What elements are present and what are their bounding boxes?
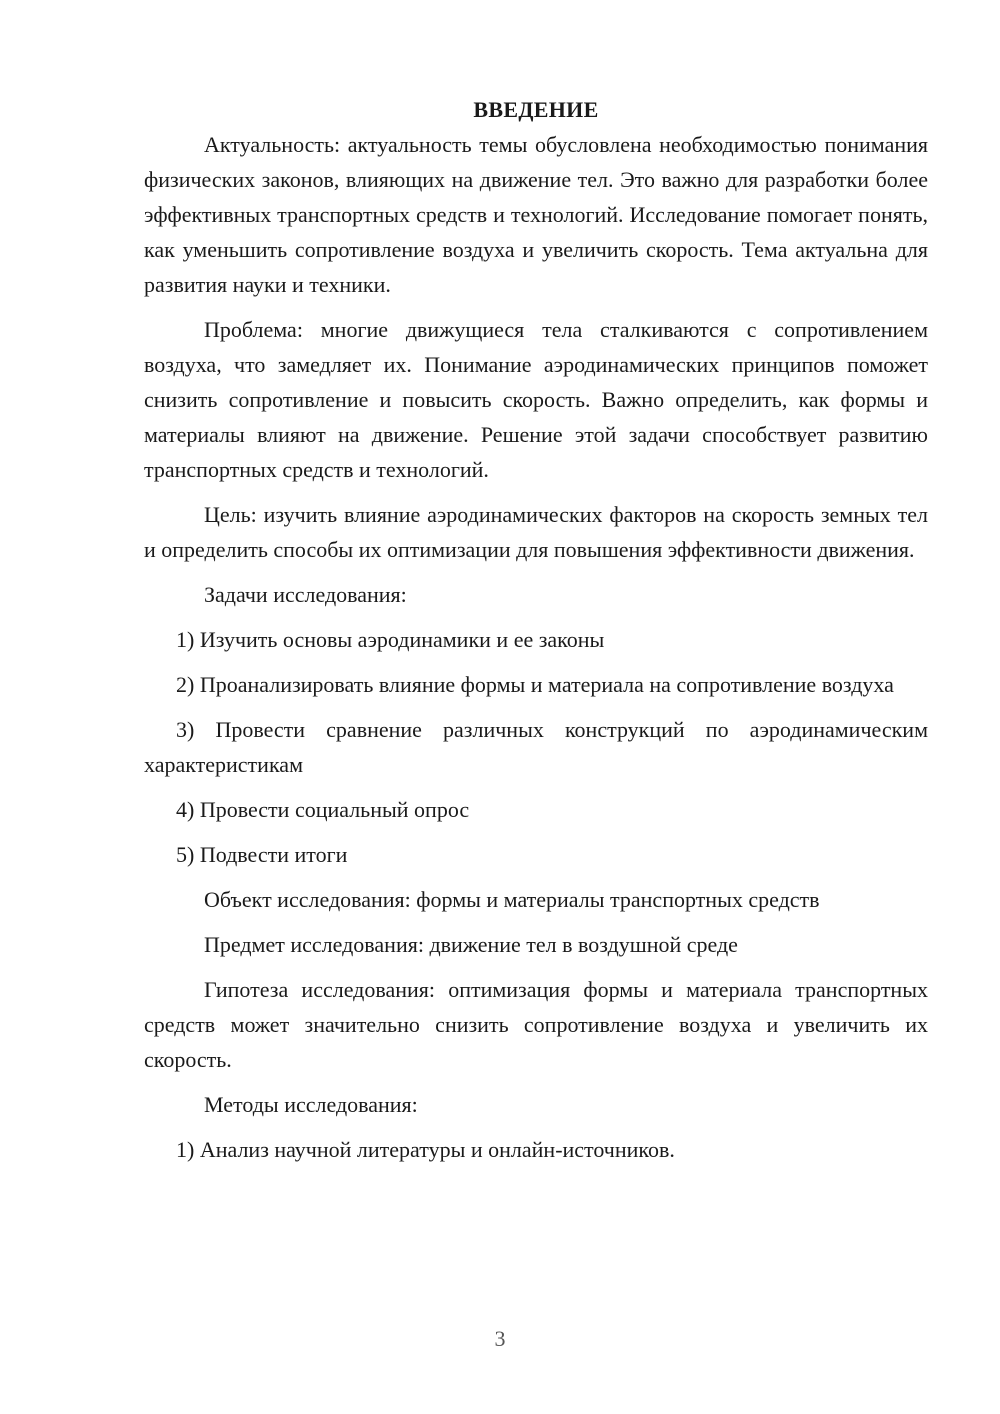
methods-heading: Методы исследования: <box>204 1092 418 1117</box>
problem-paragraph: Проблема: многие движущиеся тела сталкиваются с сопротивлением воздуха, что замедляет их. Понимание аэродинамических принципов поможет снизить сопротивление и повысить скорость. Важно определить, как формы и материалы влияют на движение. Решение этой задачи способствует развитию транспортных средств и технологий. <box>144 317 928 482</box>
task-item: 1) Изучить основы аэродинамики и ее законы <box>176 627 605 652</box>
hypothesis-paragraph: Гипотеза исследования: оптимизация формы и материала транспортных средств может значительно снизить сопротивление воздуха и увеличить их скорость. <box>144 977 928 1072</box>
method-item: 1) Анализ научной литературы и онлайн-источников. <box>176 1137 675 1162</box>
page-number: 3 <box>494 1326 506 1351</box>
object-line: Объект исследования: формы и материалы транспортных средств <box>204 887 820 912</box>
document-title: ВВЕДЕНИЕ <box>473 97 599 122</box>
relevance-paragraph: Актуальность: актуальность темы обусловлена необходимостью понимания физических законов, влияющих на движение тел. Это важно для разработки более эффективных транспортных средств и технологий. Исследование помогает понять, как уменьшить сопротивление воздуха и увеличить скорость. Тема актуальна для развития науки и техники. <box>144 132 928 297</box>
subject-line: Предмет исследования: движение тел в воздушной среде <box>204 932 738 957</box>
task-item: 4) Провести социальный опрос <box>176 797 470 822</box>
task-item: 5) Подвести итоги <box>176 842 348 867</box>
document-page <box>144 92 928 1177</box>
task-item: 3) Провести сравнение различных конструкций по аэродинамическим характеристикам <box>144 717 928 777</box>
goal-paragraph: Цель: изучить влияние аэродинамических факторов на скорость земных тел и определить способы их оптимизации для повышения эффективности движения. <box>144 502 928 562</box>
task-item: 2) Проанализировать влияние формы и материала на сопротивление воздуха <box>176 672 894 697</box>
tasks-heading: Задачи исследования: <box>204 582 407 607</box>
